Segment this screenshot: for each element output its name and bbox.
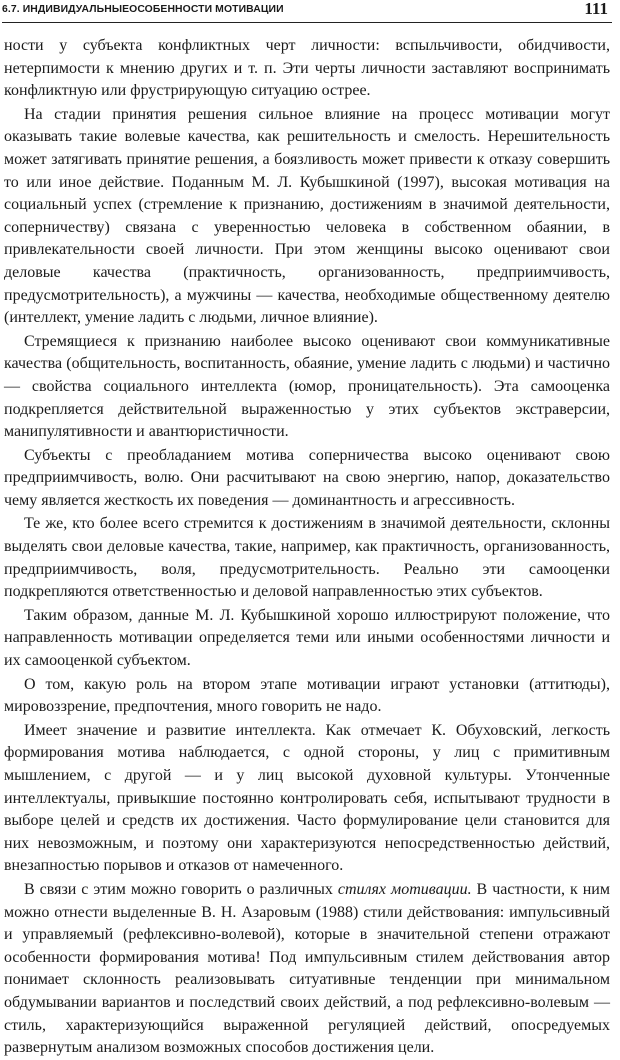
paragraph-rivalry-motive: Субъекты с преобладанием мотива соперничества высоко оценивают свою предприимчивость, волю. Они расчитывают на свою энергию, напор, доказательство чему является жесткость их поведения — доминантность и агрессивность. (4, 446, 610, 509)
paragraph-text-end: В частности, к ним можно отнести выделенные В. Н. Азаровым (1988) стили действования: импульсивный и управляемый (рефлексивно-волевой), которые в значительной степени отражают особенности формирования мотива! Под импульсивным стилем действования автор понимает склонность реализовывать ситуативные тенденции при минимальном обдумывании вариантов и последствий своих действий, а под рефлексивно-волевым — стиль, характеризующийся выраженной регуляцией действий, опосредуемых развернутым анализом возможных способов достижения цели. (4, 880, 610, 1057)
page-body (4, 35, 610, 1060)
paragraph-achievement-seekers: Те же, кто более всего стремится к достижениям в значимой деятельности, склонны выделять свои деловые качества, такие, например, как практичность, организованность, предприимчивость, воля, предусмотрительность. Реально эти самооценки подкрепляются ответственностью и деловой направленностью этих субъектов. (4, 515, 610, 601)
paragraph-summary: Таким образом, данные М. Л. Кубышкиной хорошо иллюстрируют положение, что направленность мотивации определяется теми или иными особенностями личности и их самооценкой субъектом. (4, 606, 610, 670)
paragraph-motivation-styles (4, 879, 610, 1060)
running-header (2, 0, 612, 23)
paragraph-text-start: В связи с этим можно говорить о различных (24, 880, 338, 898)
paragraph-decision-stage: На стадии принятия решения сильное влияние на процесс мотивации могут оказывать такие волевые качества, как решительность и смелость. Нерешительность может затягивать принятие решения, а боязливость может привести к отказу совершить то или иное действие. Поданным М. Л. Кубышкиной (1997), высокая мотивация на социальный успех (стремление к признанию, достижениям в значимой деятельности, соперничеству) связана с уверенностью человека в собственном обаянии, в привлекательности своей личности. При этом женщины высоко оценивают свои деловые качества (практичность, организованность, предприимчивость, предусмотрительность), а мужчины — качества, необходимые общественному деятелю (интеллект, умение ладить с людьми, личное влияние). (4, 105, 610, 327)
paragraph-recognition-seekers: Стремящиеся к признанию наиболее высоко оценивают свои коммуникативные качества (общительность, воспитанность, обаяние, умение ладить с людьми) и частично — свойства социального интеллекта (юмор, проницательность). Эта самооценка подкрепляется действительной выраженностью у этих субъектов экстраверсии, манипулятивности и авантюристичности. (4, 332, 610, 441)
italic-term: стилях мотивации. (337, 880, 472, 898)
paragraph-intellect: Имеет значение и развитие интеллекта. Как отмечает К. Обуховский, легкость формирования мотива наблюдается, с одной стороны, у лиц с примитивным мышлением, с другой — и у лиц высокой духовной культуры. Утонченные интеллектуалы, привыкшие постоянно контролировать себя, испытывают трудности в выборе целей и средств их достижения. Часто формулирование цели становится для них невозможным, и поэтому они характеризуются непосредственностью действий, внезапностью порывов и отказов от намеченного. (4, 721, 610, 875)
paragraph-attitudes: О том, какую роль на втором этапе мотивации играют установки (аттитюды), мировоззрение, предпочтения, много говорить не надо. (4, 675, 610, 716)
paragraph-continuation: ности у субъекта конфликтных черт личности: вспыльчивости, обидчивости, нетерпимости к мнению других и т. п. Эти черты личности заставляют воспринимать конфликтную или фрустрирующую ситуацию острее. (4, 37, 610, 100)
section-title: 6.7. ИНДИВИДУАЛЬНЫЕОСОБЕННОСТИ МОТИВАЦИИ (2, 4, 284, 15)
page-number: 111 (584, 0, 608, 18)
